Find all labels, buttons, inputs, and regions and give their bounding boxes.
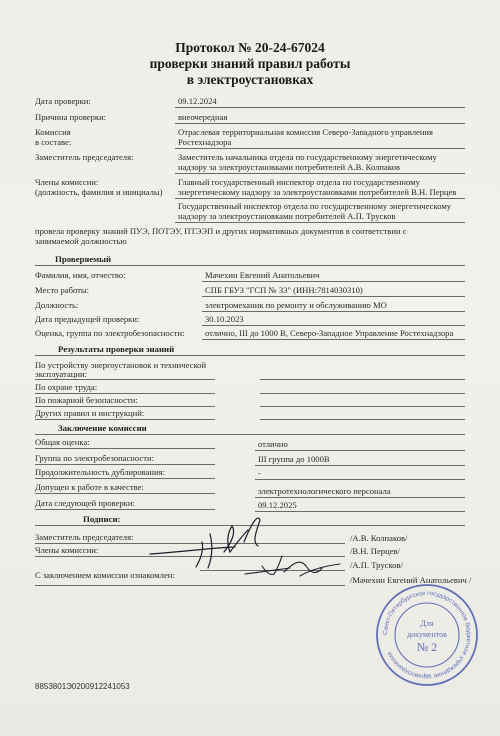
sig-deputy-label: Заместитель председателя: bbox=[35, 532, 134, 542]
stamp-ring-text: Санкт-Петербургское государственное бюджетное учреждение здравоохранения bbox=[381, 589, 473, 681]
overall-label: Общая оценка: bbox=[35, 437, 90, 447]
stamp-center-2: документов bbox=[407, 630, 447, 639]
workplace-value: СПБ ГБУЗ "ГСП № 33" (ИНН:7814030310) bbox=[205, 285, 363, 295]
duplication-label: Продолжительность дублирования: bbox=[35, 467, 165, 477]
conclusion-group-value: III группа до 1000В bbox=[258, 454, 330, 464]
deputy-value-2: надзору за электроустановками потребителей А.В. Колпаков bbox=[178, 162, 400, 172]
commission-label-2: в составе: bbox=[35, 137, 72, 147]
check-date-value: 09.12.2024 bbox=[178, 96, 217, 106]
admitted-label: Допущен к работе в качестве: bbox=[35, 482, 144, 492]
result-item-1-a: По устройству энергоустановок и технической bbox=[35, 360, 207, 370]
member1-value-2: энергетическому надзору за электроустановками потребителей В.Н. Перцев bbox=[178, 187, 457, 197]
reason-label: Причина проверки: bbox=[35, 112, 107, 122]
member2-value-1: Государственный инспектор отдела по государственному энергетическому bbox=[178, 201, 452, 211]
conclusion-section-title: Заключение комиссии bbox=[58, 423, 147, 433]
members-label: Члены комиссии: bbox=[35, 177, 99, 187]
conclusion-group-label: Группа по электробезопасности: bbox=[35, 453, 154, 463]
result-item-1-b: эксплуатации: bbox=[35, 369, 87, 379]
conducted-text-1: провела проверку знаний ПУЭ, ПОТЭУ, ПТЭЭП и других нормативных документов в соответствии с bbox=[35, 226, 407, 236]
sig-acquainted-name: /Мачехин Евгений Анатольевич / bbox=[350, 575, 472, 585]
sig-members-label: Члены комиссии: bbox=[35, 545, 99, 555]
sig-acquainted-label: С заключением комиссии ознакомлен: bbox=[35, 570, 175, 580]
sig-deputy-name: /А.В. Колпаков/ bbox=[350, 533, 408, 543]
examinee-section-title: Проверяемый bbox=[55, 254, 112, 264]
members-label-2: (должность, фамилия и инициалы) bbox=[35, 187, 163, 197]
protocol-subtitle: проверки знаний правил работы bbox=[149, 56, 351, 71]
commission-value-1: Отраслевая территориальная комиссия Северо-Западного управления bbox=[178, 127, 433, 137]
conducted-text-2: занимаемой должностью bbox=[35, 236, 127, 246]
protocol-title: Протокол № 20-24-67024 bbox=[175, 40, 325, 55]
result-item-4: Других правил и инструкций: bbox=[35, 408, 145, 418]
result-item-2: По охране труда: bbox=[35, 382, 98, 392]
position-label: Должность: bbox=[35, 300, 79, 310]
protocol-subtitle-2: в электроустановках bbox=[186, 72, 314, 87]
commission-value-2: Ростехнадзора bbox=[178, 137, 232, 147]
prev-date-value: 30.10.2023 bbox=[205, 314, 244, 324]
prev-date-label: Дата предыдущей проверки: bbox=[35, 314, 140, 324]
duplication-value: - bbox=[258, 468, 261, 478]
workplace-label: Место работы: bbox=[35, 285, 90, 295]
member1-value-1: Главный государственный инспектор отдела по государственному bbox=[178, 177, 420, 187]
admitted-value: электротехнологического персонала bbox=[258, 486, 391, 496]
next-date-value: 09.12.2025 bbox=[258, 500, 297, 510]
stamp-center-3: № 2 bbox=[416, 640, 438, 654]
signature-members bbox=[240, 548, 350, 588]
examinee-name: Мачехин Евгений Анатольевич bbox=[205, 270, 320, 280]
round-stamp bbox=[372, 580, 482, 690]
signatures-section-title: Подписи: bbox=[83, 514, 121, 524]
sig-member2-name: /А.П. Трусков/ bbox=[350, 560, 403, 570]
document-code: 8853801Э0200912241053 bbox=[35, 682, 130, 691]
position-value: электромеханик по ремонту и обслуживанию МО bbox=[205, 300, 387, 310]
el-group-label: Оценка, группа по электробезопасности: bbox=[35, 328, 185, 338]
deputy-value-1: Заместитель начальника отдела по государственному энергетическому bbox=[178, 152, 437, 162]
sig-member1-name: /В.Н. Перцев/ bbox=[350, 546, 400, 556]
member2-value-2: надзору за электроустановками потребителей А.П. Трусков bbox=[178, 211, 396, 221]
el-group-value: отлично, III до 1000 В, Северо-Западное Управление Ростехнадзора bbox=[205, 328, 454, 338]
results-section-title: Результаты проверки знаний bbox=[58, 344, 175, 354]
check-date-label: Дата проверки: bbox=[35, 96, 91, 106]
commission-label: Комиссия bbox=[35, 127, 71, 137]
overall-value: отлично bbox=[258, 439, 288, 449]
next-date-label: Дата следующей проверки: bbox=[35, 498, 135, 508]
examinee-name-label: Фамилия, имя, отчество: bbox=[35, 270, 126, 280]
deputy-label: Заместитель председателя: bbox=[35, 152, 134, 162]
stamp-center-1: Для bbox=[420, 619, 434, 628]
reason-value: внеочередная bbox=[178, 112, 228, 122]
result-item-3: По пожарной безопасности: bbox=[35, 395, 138, 405]
